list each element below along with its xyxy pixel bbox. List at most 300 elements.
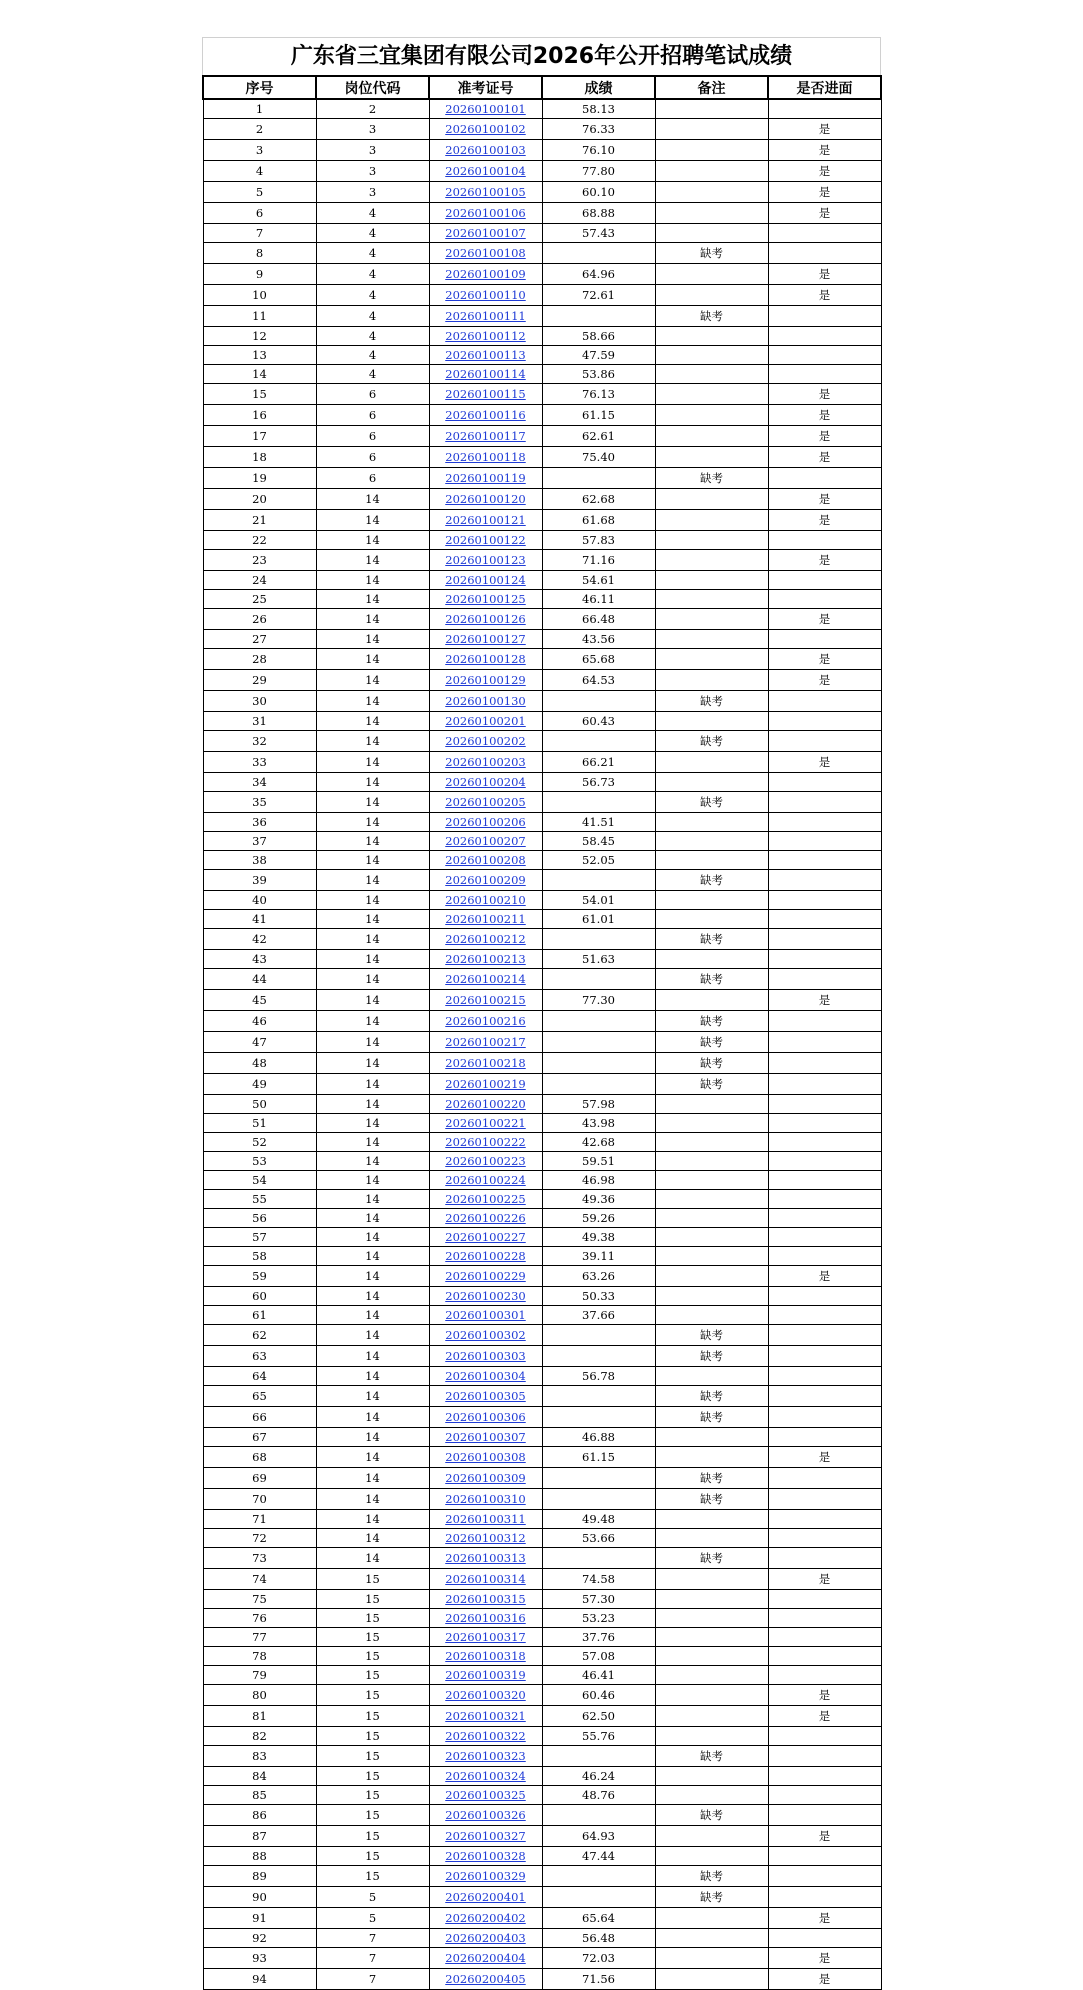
ticket-number-link[interactable]: 20260100115 [445,387,526,401]
ticket-number-link[interactable]: 20260100116 [445,408,526,422]
table-row [203,990,881,1011]
ticket-number-cell [429,264,542,285]
post-code-cell: 14 [316,1266,429,1287]
ticket-number-link[interactable]: 20260100211 [445,912,526,926]
note-cell [655,327,768,346]
note-cell [655,1510,768,1529]
ticket-number-link[interactable]: 20260100127 [445,632,526,646]
seq-cell: 12 [203,327,316,346]
interview-cell [768,851,881,870]
seq-cell: 28 [203,649,316,670]
seq-cell: 14 [203,365,316,384]
table-row [203,813,881,832]
ticket-number-link[interactable]: 20260100318 [445,1649,526,1663]
interview-cell: 是 [768,609,881,630]
seq-cell: 85 [203,1786,316,1805]
score-cell: 59.26 [542,1209,655,1228]
interview-cell: 是 [768,1569,881,1590]
ticket-number-link[interactable]: 20260100224 [445,1173,526,1187]
note-cell: 缺考 [655,1346,768,1367]
ticket-number-link[interactable]: 20260200404 [445,1951,526,1965]
ticket-number-link[interactable]: 20260100209 [445,873,526,887]
ticket-number-link[interactable]: 20260100123 [445,553,526,567]
ticket-number-cell [429,1510,542,1529]
note-cell [655,630,768,649]
ticket-number-link[interactable]: 20260100102 [445,122,526,136]
interview-cell [768,1053,881,1074]
ticket-number-link[interactable]: 20260100106 [445,206,526,220]
ticket-number-link[interactable]: 20260100108 [445,246,526,260]
ticket-number-cell [429,468,542,489]
ticket-number-link[interactable]: 20260100119 [445,471,526,485]
score-cell [542,1074,655,1095]
ticket-number-link[interactable]: 20260100228 [445,1249,526,1263]
ticket-number-link[interactable]: 20260100323 [445,1749,526,1763]
interview-cell: 是 [768,550,881,571]
ticket-number-cell [429,426,542,447]
ticket-number-cell [429,571,542,590]
seq-cell: 38 [203,851,316,870]
interview-cell [768,1114,881,1133]
ticket-number-cell [429,447,542,468]
ticket-number-link[interactable]: 20260100206 [445,815,526,829]
ticket-number-cell [429,950,542,969]
interview-cell [768,832,881,851]
note-cell [655,990,768,1011]
ticket-number-link[interactable]: 20260100112 [445,329,526,343]
score-cell [542,1548,655,1569]
ticket-number-cell [429,670,542,691]
post-code-cell: 14 [316,1447,429,1468]
post-code-cell: 14 [316,609,429,630]
interview-cell [768,531,881,550]
ticket-number-cell [429,773,542,792]
ticket-number-cell [429,384,542,405]
post-code-cell: 14 [316,550,429,571]
note-cell [655,1609,768,1628]
ticket-number-link[interactable]: 20260100304 [445,1369,526,1383]
seq-cell: 20 [203,489,316,510]
interview-cell [768,99,881,119]
post-code-cell: 4 [316,327,429,346]
interview-cell: 是 [768,405,881,426]
score-cell: 68.88 [542,203,655,224]
ticket-number-link[interactable]: 20260200405 [445,1972,526,1986]
table-row [203,1685,881,1706]
note-cell [655,1367,768,1386]
ticket-number-link[interactable]: 20260100213 [445,952,526,966]
note-cell [655,891,768,910]
ticket-number-cell [429,1266,542,1287]
seq-cell: 89 [203,1866,316,1887]
ticket-number-link[interactable]: 20260100316 [445,1611,526,1625]
ticket-number-cell [429,1489,542,1510]
ticket-number-link[interactable]: 20260100315 [445,1592,526,1606]
seq-cell: 36 [203,813,316,832]
ticket-number-link[interactable]: 20260100203 [445,755,526,769]
note-cell [655,1948,768,1969]
ticket-number-link[interactable]: 20260100227 [445,1230,526,1244]
note-cell: 缺考 [655,1468,768,1489]
seq-cell: 43 [203,950,316,969]
ticket-number-link[interactable]: 20260100314 [445,1572,526,1586]
ticket-number-link[interactable]: 20260200402 [445,1911,526,1925]
ticket-number-cell [429,1247,542,1266]
seq-cell: 79 [203,1666,316,1685]
score-cell: 57.30 [542,1590,655,1609]
score-cell: 76.33 [542,119,655,140]
ticket-number-cell [429,990,542,1011]
interview-cell [768,1529,881,1548]
interview-cell [768,1095,881,1114]
note-cell [655,161,768,182]
table-row [203,1287,881,1306]
ticket-number-cell [429,609,542,630]
table-row [203,1074,881,1095]
ticket-number-link[interactable]: 20260100319 [445,1668,526,1682]
table-row [203,1428,881,1447]
ticket-number-link[interactable]: 20260100113 [445,348,526,362]
post-code-cell: 14 [316,969,429,990]
ticket-number-link[interactable]: 20260100130 [445,694,526,708]
ticket-number-link[interactable]: 20260100207 [445,834,526,848]
interview-cell [768,773,881,792]
ticket-number-link[interactable]: 20260100219 [445,1077,526,1091]
ticket-number-link[interactable]: 20260100223 [445,1154,526,1168]
ticket-number-link[interactable]: 20260100328 [445,1849,526,1863]
ticket-number-link[interactable]: 20260100305 [445,1389,526,1403]
note-cell [655,1133,768,1152]
note-cell [655,1847,768,1866]
table-row [203,264,881,285]
ticket-number-link[interactable]: 20260100303 [445,1349,526,1363]
note-cell [655,1209,768,1228]
note-cell [655,1706,768,1727]
note-cell [655,510,768,531]
post-code-cell: 4 [316,365,429,384]
ticket-number-link[interactable]: 20260200401 [445,1890,526,1904]
score-cell: 43.98 [542,1114,655,1133]
ticket-number-link[interactable]: 20260200403 [445,1931,526,1945]
ticket-number-link[interactable]: 20260100122 [445,533,526,547]
interview-cell [768,1011,881,1032]
table-row [203,969,881,990]
score-cell [542,306,655,327]
ticket-number-link[interactable]: 20260100124 [445,573,526,587]
ticket-number-cell [429,691,542,712]
table-row [203,1367,881,1386]
note-cell: 缺考 [655,1866,768,1887]
ticket-number-link[interactable]: 20260100201 [445,714,526,728]
ticket-number-link[interactable]: 20260100310 [445,1492,526,1506]
seq-cell: 48 [203,1053,316,1074]
post-code-cell: 14 [316,891,429,910]
post-code-cell: 14 [316,691,429,712]
table-row [203,327,881,346]
score-cell: 54.01 [542,891,655,910]
ticket-number-link[interactable]: 20260100218 [445,1056,526,1070]
ticket-number-link[interactable]: 20260100110 [445,288,526,302]
ticket-number-link[interactable]: 20260100202 [445,734,526,748]
ticket-number-cell [429,327,542,346]
post-code-cell: 14 [316,1386,429,1407]
note-cell [655,1287,768,1306]
score-cell [542,1746,655,1767]
table-row [203,1628,881,1647]
ticket-number-link[interactable]: 20260100118 [445,450,526,464]
page-title: 广东省三宜集团有限公司2026年公开招聘笔试成绩 [202,37,881,75]
post-code-cell: 14 [316,950,429,969]
interview-cell [768,1367,881,1386]
ticket-number-link[interactable]: 20260100222 [445,1135,526,1149]
ticket-number-link[interactable]: 20260100306 [445,1410,526,1424]
interview-cell: 是 [768,285,881,306]
ticket-number-link[interactable]: 20260100214 [445,972,526,986]
interview-cell [768,891,881,910]
ticket-number-cell [429,1386,542,1407]
ticket-number-link[interactable]: 20260100326 [445,1808,526,1822]
score-cell [542,1386,655,1407]
seq-cell: 22 [203,531,316,550]
ticket-number-link[interactable]: 20260100215 [445,993,526,1007]
score-cell [542,731,655,752]
post-code-cell: 15 [316,1647,429,1666]
note-cell [655,571,768,590]
ticket-number-link[interactable]: 20260100101 [445,102,526,116]
seq-cell: 1 [203,99,316,119]
interview-cell: 是 [768,447,881,468]
ticket-number-cell [429,203,542,224]
ticket-number-cell [429,405,542,426]
note-cell: 缺考 [655,468,768,489]
ticket-number-link[interactable]: 20260100208 [445,853,526,867]
post-code-cell: 14 [316,1247,429,1266]
table-row [203,1325,881,1346]
score-cell: 76.10 [542,140,655,161]
seq-cell: 55 [203,1190,316,1209]
ticket-number-link[interactable]: 20260100129 [445,673,526,687]
ticket-number-link[interactable]: 20260100216 [445,1014,526,1028]
score-cell: 71.16 [542,550,655,571]
note-cell [655,531,768,550]
post-code-cell: 15 [316,1786,429,1805]
seq-cell: 45 [203,990,316,1011]
ticket-number-cell [429,870,542,891]
seq-cell: 81 [203,1706,316,1727]
table-row [203,590,881,609]
table-row [203,910,881,929]
ticket-number-cell [429,1074,542,1095]
post-code-cell: 4 [316,224,429,243]
interview-cell [768,1727,881,1746]
seq-cell: 60 [203,1287,316,1306]
ticket-number-link[interactable]: 20260100317 [445,1630,526,1644]
ticket-number-link[interactable]: 20260100125 [445,592,526,606]
ticket-number-link[interactable]: 20260100311 [445,1512,526,1526]
interview-cell [768,1032,881,1053]
note-cell [655,365,768,384]
interview-cell [768,243,881,264]
ticket-number-link[interactable]: 20260100220 [445,1097,526,1111]
post-code-cell: 6 [316,384,429,405]
interview-cell [768,1074,881,1095]
ticket-number-link[interactable]: 20260100320 [445,1688,526,1702]
note-cell [655,1969,768,1990]
ticket-number-cell [429,1826,542,1847]
ticket-number-link[interactable]: 20260100229 [445,1269,526,1283]
ticket-number-cell [429,365,542,384]
table-row [203,851,881,870]
ticket-number-link[interactable]: 20260100327 [445,1829,526,1843]
interview-cell [768,1489,881,1510]
ticket-number-link[interactable]: 20260100212 [445,932,526,946]
post-code-cell: 14 [316,630,429,649]
note-cell [655,773,768,792]
ticket-number-link[interactable]: 20260100307 [445,1430,526,1444]
ticket-number-link[interactable]: 20260100313 [445,1551,526,1565]
score-cell: 57.83 [542,531,655,550]
table-row [203,929,881,950]
ticket-number-link[interactable]: 20260100321 [445,1709,526,1723]
note-cell [655,1767,768,1786]
ticket-number-link[interactable]: 20260100309 [445,1471,526,1485]
score-cell: 48.76 [542,1786,655,1805]
post-code-cell: 6 [316,426,429,447]
post-code-cell: 14 [316,773,429,792]
seq-cell: 3 [203,140,316,161]
interview-cell: 是 [768,1266,881,1287]
ticket-number-cell [429,1171,542,1190]
score-cell [542,870,655,891]
ticket-number-link[interactable]: 20260100217 [445,1035,526,1049]
ticket-number-cell [429,1887,542,1908]
ticket-number-link[interactable]: 20260100103 [445,143,526,157]
ticket-number-cell [429,510,542,531]
ticket-number-link[interactable]: 20260100329 [445,1869,526,1883]
score-cell: 52.05 [542,851,655,870]
table-row [203,950,881,969]
ticket-number-link[interactable]: 20260100105 [445,185,526,199]
ticket-number-link[interactable]: 20260100104 [445,164,526,178]
post-code-cell: 14 [316,670,429,691]
table-body [203,99,881,1990]
seq-cell: 90 [203,1887,316,1908]
ticket-number-link[interactable]: 20260100325 [445,1788,526,1802]
post-code-cell: 15 [316,1847,429,1866]
ticket-number-link[interactable]: 20260100121 [445,513,526,527]
ticket-number-link[interactable]: 20260100221 [445,1116,526,1130]
note-cell: 缺考 [655,1386,768,1407]
post-code-cell: 14 [316,1074,429,1095]
ticket-number-link[interactable]: 20260100109 [445,267,526,281]
score-cell [542,792,655,813]
note-cell: 缺考 [655,1053,768,1074]
note-cell [655,1152,768,1171]
note-cell [655,1569,768,1590]
score-cell: 71.56 [542,1969,655,1990]
ticket-number-link[interactable]: 20260100205 [445,795,526,809]
table-row [203,1247,881,1266]
interview-cell [768,1190,881,1209]
interview-cell [768,1346,881,1367]
table-row [203,119,881,140]
table-row [203,1529,881,1548]
note-cell [655,1114,768,1133]
ticket-number-link[interactable]: 20260100126 [445,612,526,626]
score-cell [542,1489,655,1510]
ticket-number-link[interactable]: 20260100210 [445,893,526,907]
table-row [203,1847,881,1866]
score-cell [542,929,655,950]
score-cell [542,1805,655,1826]
ticket-number-link[interactable]: 20260100226 [445,1211,526,1225]
table-row [203,832,881,851]
ticket-number-link[interactable]: 20260100117 [445,429,526,443]
ticket-number-link[interactable]: 20260100128 [445,652,526,666]
score-cell: 39.11 [542,1247,655,1266]
score-cell: 53.23 [542,1609,655,1628]
post-code-cell: 6 [316,447,429,468]
ticket-number-link[interactable]: 20260100120 [445,492,526,506]
note-cell: 缺考 [655,691,768,712]
ticket-number-link[interactable]: 20260100114 [445,367,526,381]
seq-cell: 10 [203,285,316,306]
ticket-number-link[interactable]: 20260100111 [445,309,526,323]
table-row [203,285,881,306]
ticket-number-link[interactable]: 20260100322 [445,1729,526,1743]
ticket-number-link[interactable]: 20260100204 [445,775,526,789]
score-cell: 72.61 [542,285,655,306]
ticket-number-cell [429,1287,542,1306]
score-cell [542,1053,655,1074]
ticket-number-link[interactable]: 20260100308 [445,1450,526,1464]
seq-cell: 5 [203,182,316,203]
ticket-number-link[interactable]: 20260100301 [445,1308,526,1322]
table-row [203,1948,881,1969]
seq-cell: 83 [203,1746,316,1767]
note-cell [655,346,768,365]
score-cell: 51.63 [542,950,655,969]
seq-cell: 31 [203,712,316,731]
ticket-number-link[interactable]: 20260100312 [445,1531,526,1545]
ticket-number-cell [429,1767,542,1786]
ticket-number-cell [429,182,542,203]
ticket-number-cell [429,851,542,870]
table-row [203,1590,881,1609]
table-row [203,1706,881,1727]
interview-cell [768,792,881,813]
score-cell: 43.56 [542,630,655,649]
post-code-cell: 14 [316,712,429,731]
interview-cell [768,365,881,384]
ticket-number-link[interactable]: 20260100302 [445,1328,526,1342]
post-code-cell: 14 [316,792,429,813]
note-cell [655,203,768,224]
post-code-cell: 14 [316,731,429,752]
post-code-cell: 14 [316,1325,429,1346]
ticket-number-link[interactable]: 20260100225 [445,1192,526,1206]
ticket-number-link[interactable]: 20260100324 [445,1769,526,1783]
ticket-number-cell [429,1032,542,1053]
ticket-number-cell [429,590,542,609]
ticket-number-link[interactable]: 20260100107 [445,226,526,240]
ticket-number-link[interactable]: 20260100230 [445,1289,526,1303]
interview-cell: 是 [768,510,881,531]
table-row [203,447,881,468]
seq-cell: 65 [203,1386,316,1407]
note-cell [655,1590,768,1609]
seq-cell: 24 [203,571,316,590]
